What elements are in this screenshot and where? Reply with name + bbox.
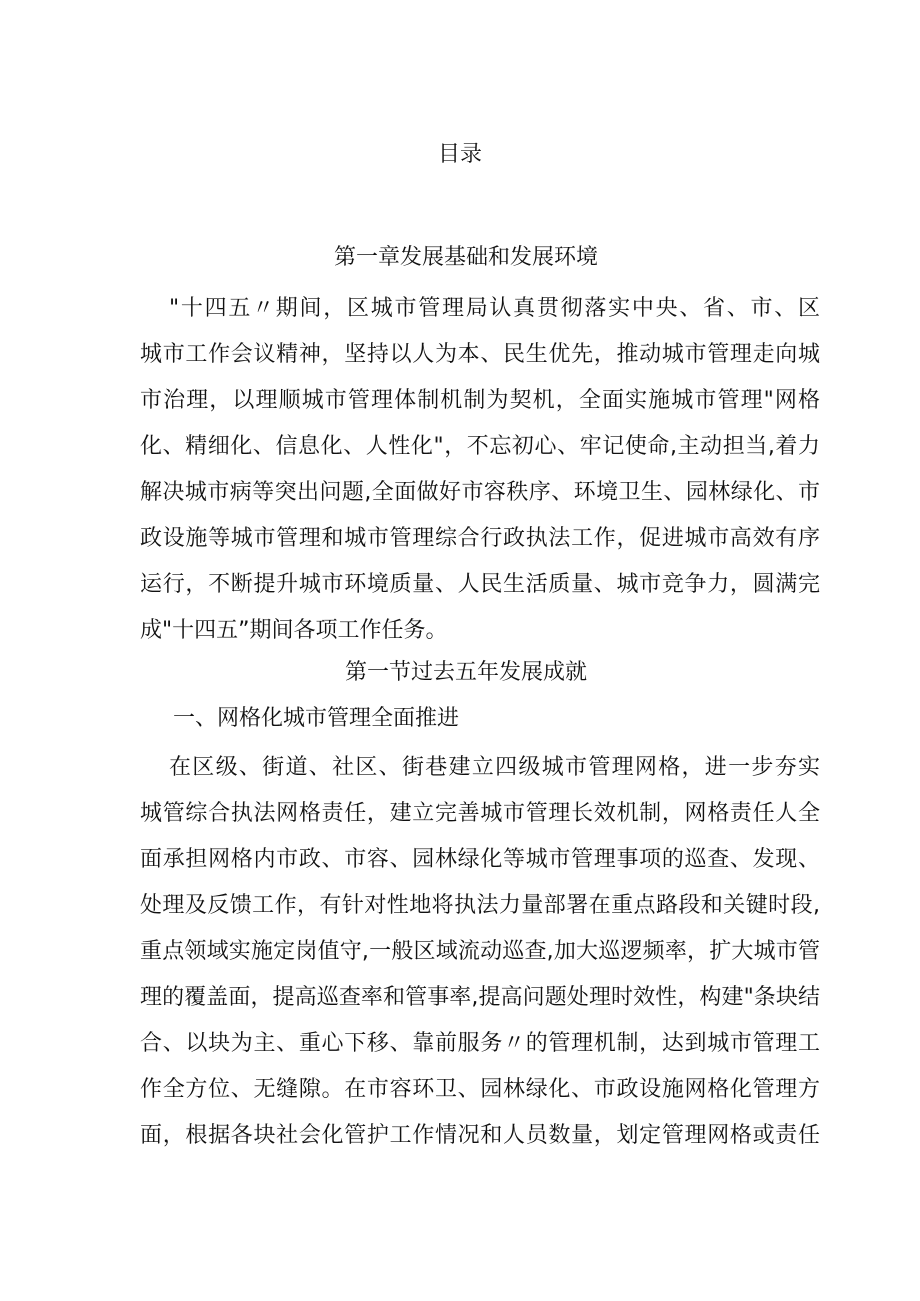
paragraph-line: 市治理，以理顺城市管理体制机制为契机，全面实施城市管理"网格 [140,388,820,413]
paragraph-line: 成"十四五”期间各项工作任务。 [140,618,448,643]
body-paragraph [140,745,820,1159]
chapter-title: 第一章发展基础和发展环境 [333,245,598,270]
paragraph-line: 重点领域实施定岗值守,一般区域流动巡查,加大巡逻频率，扩大城市管 [140,939,820,964]
paragraph-line: 城管综合执法网格责任，建立完善城市管理长效机制，网格责任人全 [140,801,820,826]
paragraph-line: 城市工作会议精神，坚持以人为本、民生优先，推动城市管理走向城 [140,342,820,367]
subsection-title: 一、网格化城市管理全面推进 [173,706,460,731]
toc-title: 目录 [437,142,482,167]
paragraph-line: 政设施等城市管理和城市管理综合行政执法工作，促进城市高效有序 [140,526,820,551]
paragraph-line: 运行，不断提升城市环境质量、人民生活质量、城市竞争力，圆满完 [140,572,820,597]
paragraph-line: 在区级、街道、社区、街巷建立四级城市管理网格，进一步夯实 [169,755,820,780]
paragraph-line: 作全方位、无缝隙。在市容环卫、园林绿化、市政设施网格化管理方 [140,1077,820,1102]
paragraph-line: 理的覆盖面，提高巡查率和管事率,提高问题处理时效性，构建"条块结 [140,985,820,1010]
paragraph-line: 处理及反馈工作，有针对性地将执法力量部署在重点路段和关键时段, [140,893,820,918]
paragraph-line: "十四五〃期间，区城市管理局认真贯彻落实中央、省、市、区 [169,296,820,321]
paragraph-line: 化、精细化、信息化、人性化"，不忘初心、牢记使命,主动担当,着力 [140,434,820,459]
paragraph-line: 面，根据各块社会化管护工作情况和人员数量，划定管理网格或责任 [140,1123,820,1148]
paragraph-line: 合、以块为主、重心下移、靠前服务〃的管理机制，达到城市管理工 [140,1031,820,1056]
paragraph-line: 解决城市病等突出问题,全面做好市容秩序、环境卫生、园林绿化、市 [140,480,820,505]
intro-paragraph [140,286,820,654]
paragraph-line: 面承担网格内市政、市容、园林绿化等城市管理事项的巡查、发现、 [140,847,820,872]
section-title: 第一节过去五年发展成就 [344,660,587,685]
